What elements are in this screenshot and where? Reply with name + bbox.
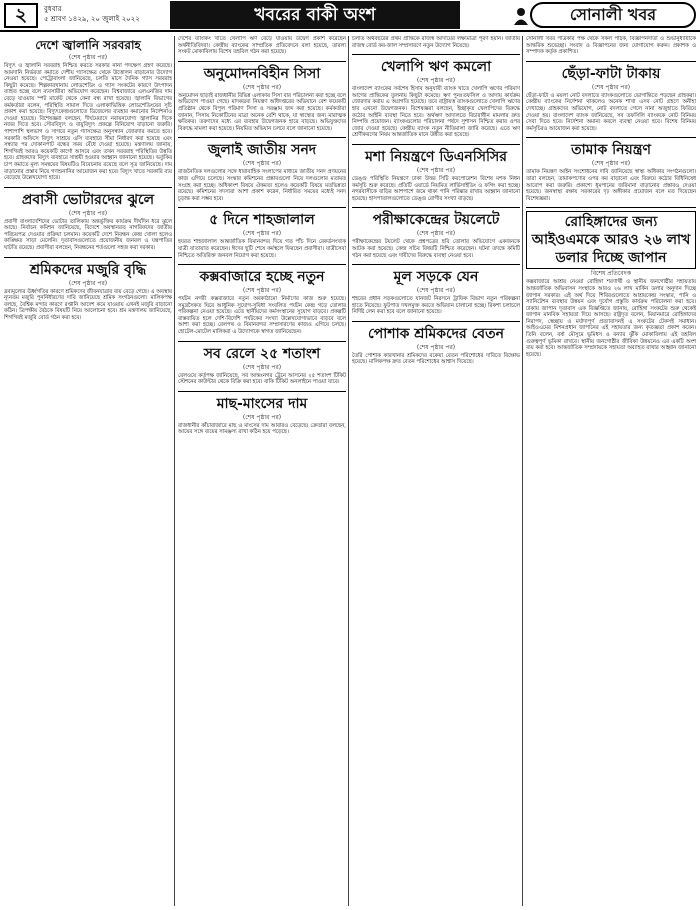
story-divider bbox=[526, 61, 696, 62]
story-divider bbox=[178, 391, 346, 392]
news-story bbox=[352, 58, 520, 139]
news-story bbox=[178, 65, 346, 133]
news-story bbox=[4, 261, 172, 322]
column-divider bbox=[174, 36, 175, 906]
weekday: বুধবার bbox=[44, 5, 62, 13]
story-body: কক্সবাজারে আশ্রয় নেওয়া রোহিঙ্গা শরণার্থী ও স্থানীয় জনগোষ্ঠীর সহায়তায় আন্তর্জাতিক অভিবাসন সংস্থাকে আরও ২৬ লাখ মার্কিন ডলার অনুদান দিচ্ছে জাপান সরকার। এই অর্থ দিয়ে শিবিরগুলোতে আশ্রয়কেন্দ্র সংস্কার, পানি ও স্যানিটেশন ব্যবস্থার উন্নয়ন এবং দুর্যোগ প্রস্তুতি কার্যক্রম পরিচালনা করা হবে। ঢাকায় জাপান দূতাবাস এক বিজ্ঞপ্তিতে জানায়, রোহিঙ্গা সংকটের শুরু থেকেই জাপান মানবিক সহায়তা দিয়ে আসছে। রাষ্ট্রদূত বলেন, মিয়ানমারে রোহিঙ্গাদের নিরাপদ, স্বেচ্ছায় ও মর্যাদাপূর্ণ প্রত্যাবাসনই এ সংকটের টেকসই সমাধান। আইওএমের মিশনপ্রধান জাপানের এই সহায়তার জন্য কৃতজ্ঞতা প্রকাশ করেন। তিনি বলেন, বর্ষা মৌসুমে ভূমিধস ও বন্যার ঝুঁকি মোকাবিলায় এই তহবিল গুরুত্বপূর্ণ ভূমিকা রাখবে। স্থানীয় জনগোষ্ঠীর জীবিকা উন্নয়নেও এর একটি অংশ ব্যয় করা হবে। আন্তর্জাতিক সম্প্রদায়কে সহায়তা অব্যাহত রাখার আহ্বান জানানো হয়েছে। bbox=[526, 279, 696, 358]
continued-label: (শেষ পৃষ্ঠার পর) bbox=[68, 209, 108, 217]
story-divider bbox=[4, 257, 172, 258]
story-body: প্রবাসী বাংলাদেশিদের ভোটার তালিকায় অন্তর্ভুক্তির কার্যক্রম দীর্ঘদিন ধরে ঝুলে আছে। নির্বাচন কমিশন জানিয়েছে, বিদেশে অবস্থানরত নাগরিকদের জাতীয় পরিচয়পত্র দেওয়ার প্রক্রিয়া চলমান। কয়েকটি দেশে নিবন্ধন কেন্দ্র খোলা হলেও কাঙ্ক্ষিত সাড়া মেলেনি। দূতাবাসগুলোতে প্রয়োজনীয় জনবল ও যন্ত্রপাতির ঘাটতি রয়েছে। প্রবাসীরা বলছেন, নিবন্ধনের শর্তগুলো সহজ করা দরকার। bbox=[4, 218, 172, 252]
story-body: সোনালী খবর পত্রিকার পক্ষ থেকে সকল পাঠক, বিজ্ঞাপনদাতা ও শুভানুধ্যায়ীকে আন্তরিক শুভেচ্ছা। সংবাদ ও বিজ্ঞাপনের জন্য যোগাযোগ করুন। প্রকাশক ও সম্পাদক কর্তৃক প্রকাশিত। bbox=[526, 36, 696, 56]
news-story bbox=[178, 36, 346, 56]
continued-label: (শেষ পৃষ্ঠার পর) bbox=[242, 83, 282, 91]
story-headline: জুলাই জাতীয় সনদ bbox=[207, 142, 317, 159]
news-story bbox=[178, 268, 346, 336]
story-headline: রোহিঙ্গাদের জন্য আইওএমকে আরও ২৬ লাখ ডলার দিচ্ছে জাপান bbox=[526, 211, 696, 269]
issue-date: ৫ শ্রাবণ ১৪২৯, ২০ জুলাই ২০২২ bbox=[44, 15, 140, 23]
story-divider bbox=[178, 264, 346, 265]
story-body: বাংলাদেশ ব্যাংকের সর্বশেষ হিসাব অনুযায়ী ব্যাংক খাতে খেলাপি ঋণের পরিমাণ আগের প্রান্তিকের তুলনায় কিছুটা কমেছে। ঋণ পুনঃতফসিল ও আদায় কার্যক্রম জোরদার করায় এ অগ্রগতি হয়েছে। তবে রাষ্ট্রায়ত্ত ব্যাংকগুলোতে খেলাপি ঋণের হার এখনো উদ্বেগজনক। বিশেষজ্ঞরা বলছেন, ইচ্ছাকৃত খেলাপিদের বিরুদ্ধে কঠোর আইনি ব্যবস্থা নিতে হবে। অর্থঋণ আদালতে বিচারাধীন মামলার দ্রুত নিষ্পত্তি প্রয়োজন। ব্যাংকগুলোর পরিচালনা পর্ষদে সুশাসন নিশ্চিত করার ওপর জোর দেওয়া হয়েছে। কেন্দ্রীয় ব্যাংক নতুন নীতিমালা জারি করেছে। এতে ঋণ শ্রেণীকরণের নিয়ম আন্তর্জাতিক মানে উন্নীত করা হয়েছে। bbox=[352, 86, 520, 139]
story-body: রাজধানীর কাঁচাবাজারে মাছ ও মাংসের দাম আবারও বেড়েছে। ক্রেতারা বলছেন, আয়ের সঙ্গে ব্যয়ের সামঞ্জস্য রাখা কঠিন হয়ে পড়েছে। bbox=[178, 422, 346, 436]
story-headline: অনুমোদনবিহীন সিসা bbox=[203, 65, 321, 82]
continued-label: (শেষ পৃষ্ঠার পর) bbox=[416, 77, 456, 85]
continued-label: (শেষ পৃষ্ঠার পর) bbox=[416, 230, 456, 238]
date-line bbox=[44, 4, 140, 24]
story-headline: খেলাপি ঋণ কমলো bbox=[380, 59, 492, 76]
continued-label: (শেষ পৃষ্ঠার পর) bbox=[68, 54, 108, 61]
news-story bbox=[352, 148, 520, 202]
story-body: দ্রব্যমূল্যের ঊর্ধ্বগতির কারণে শ্রমিকদের জীবনযাত্রার ব্যয় বেড়ে গেছে। এ অবস্থায় ন্যূনতম মজুরি পুনর্নির্ধারণের দাবি জানিয়েছে শ্রমিক সংগঠনগুলো। মালিকপক্ষ বলছে, বৈশ্বিক মন্দার কারণে রপ্তানি আদেশ কমে যাওয়ায় এখনই মজুরি বাড়ানো কঠিন। ত্রিপক্ষীয় বৈঠকে বিষয়টি নিয়ে আলোচনা হবে। শ্রম মন্ত্রণালয় জানিয়েছে, শিগগিরই মজুরি বোর্ড গঠন করা হবে। bbox=[4, 288, 172, 322]
story-headline: পরীক্ষাকেন্দ্রের টয়লেটে bbox=[372, 212, 500, 229]
section-title: খবরের বাকী অংশ bbox=[170, 1, 460, 29]
masthead bbox=[0, 0, 700, 32]
story-body: রেলওয়ে কর্তৃপক্ষ জানিয়েছে, সব আন্তঃনগর ট্রেনে আসনের ২৫ শতাংশ টিকিট স্টেশনের কাউন্টার থেকে বিক্রি করা হবে। বাকি টিকিট অনলাইনে পাওয়া যাবে। bbox=[178, 372, 346, 386]
continued-label: (শেষ পৃষ্ঠার পর) bbox=[416, 343, 456, 351]
story-headline: তামাক নিয়ন্ত্রণ bbox=[571, 142, 651, 159]
news-story bbox=[526, 65, 696, 133]
story-divider bbox=[4, 187, 172, 188]
person-silhouette-icon bbox=[514, 7, 528, 25]
story-body: অনুমোদন ছাড়াই রাজধানীর বিভিন্ন এলাকায় সিসা বার পরিচালনা করা হচ্ছে বলে অভিযোগ পাওয়া গেছে। মাদকদ্রব্য নিয়ন্ত্রণ অধিদপ্তরের অভিযানে বেশ কয়েকটি প্রতিষ্ঠান থেকে বিপুল পরিমাণ সিসা ও সরঞ্জাম জব্দ করা হয়েছে। কর্মকর্তারা জানান, সিসায় নিকোটিনের মাত্রা অনেক বেশি থাকে, যা স্বাস্থ্যের জন্য মারাত্মক ক্ষতিকর। তরুণদের মধ্যে এর ব্যবহার উদ্বেগজনক হারে বাড়ছে। অভিযুক্তদের বিরুদ্ধে মামলা করা হয়েছে। নিয়মিত অভিযান চলবে বলে জানানো হয়েছে। bbox=[178, 92, 346, 132]
story-divider bbox=[526, 137, 696, 138]
paper-logo: সোনালী খবর bbox=[530, 2, 696, 28]
story-headline: মশা নিয়ন্ত্রণে ডিএনসিসির bbox=[365, 148, 507, 165]
story-headline: শ্রমিকদের মজুরি বৃদ্ধি bbox=[29, 261, 147, 278]
column-3 bbox=[352, 36, 520, 906]
story-body: পরীক্ষাকেন্দ্রের টয়লেট থেকে প্রশ্নপত্রের ছবি তোলার অভিযোগে একজনকে আটক করা হয়েছে। কেন্দ্র সচিব বিষয়টি নিশ্চিত করেছেন। ঘটনা তদন্তে কমিটি গঠন করা হয়েছে এবং দায়ীদের বিরুদ্ধে ব্যবস্থা নেওয়া হবে। bbox=[352, 239, 520, 259]
continued-label: (শেষ পৃষ্ঠার পর) bbox=[242, 413, 282, 421]
story-divider bbox=[352, 264, 520, 265]
news-story bbox=[526, 211, 696, 358]
news-story bbox=[526, 36, 696, 56]
story-body: হযরত শাহজালাল আন্তর্জাতিক বিমানবন্দর দিয়ে গত পাঁচ দিনে রেকর্ডসংখ্যক যাত্রী যাতায়াত করেছেন। ঈদের ছুটি শেষে কর্মস্থলে ফিরছেন প্রবাসীরা। যাত্রীসেবা নিশ্চিতে অতিরিক্ত জনবল নিয়োগ করা হয়েছে। bbox=[178, 239, 346, 259]
story-divider bbox=[178, 61, 346, 62]
story-divider bbox=[352, 207, 520, 208]
continued-label: (শেষ পৃষ্ঠার পর) bbox=[242, 287, 282, 295]
continued-label: (শেষ পৃষ্ঠার পর) bbox=[416, 166, 456, 174]
story-body: ডেঙ্গু পরিস্থিতি নিয়ন্ত্রণে ঢাকা উত্তর সিটি করপোরেশন বিশেষ মশক নিধন কর্মসূচি শুরু করেছে। প্রতিটি ওয়ার্ডে নিয়মিত লার্ভিসাইডিং ও ফগিং করা হচ্ছে। নগরবাসীকে বাড়ির আশপাশে জমে থাকা পানি পরিষ্কার রাখার আহ্বান জানানো হয়েছে। হাসপাতালগুলোতে ডেঙ্গু রোগীর সংখ্যা বাড়ছে। bbox=[352, 175, 520, 202]
column-divider bbox=[522, 36, 523, 906]
column-1 bbox=[4, 36, 172, 906]
story-headline: ছেঁড়া-ফাটা টাকায় bbox=[561, 65, 661, 82]
story-divider bbox=[178, 137, 346, 138]
story-divider bbox=[352, 144, 520, 145]
continued-label: (শেষ পৃষ্ঠার পর) bbox=[416, 287, 456, 295]
continued-label: (শেষ পৃষ্ঠার পর) bbox=[591, 160, 631, 168]
continued-label: (শেষ পৃষ্ঠার পর) bbox=[591, 83, 631, 91]
story-body: দেশের ব্যাংকিং খাতে খেলাপি ঋণ বেড়ে যাওয়ায় উদ্বেগ প্রকাশ করেছেন অর্থনীতিবিদরা। কেন্দ্রীয় ব্যাংকের সাম্প্রতিক প্রতিবেদনে বলা হয়েছে, তারল্য সংকট মোকাবিলায় বিশেষ তহবিল গঠন করা হয়েছে। bbox=[178, 36, 346, 56]
column-divider bbox=[348, 36, 349, 906]
story-headline: কক্সবাজারে হচ্ছে নতুন bbox=[199, 269, 325, 286]
continued-label: (শেষ পৃষ্ঠার পর) bbox=[68, 279, 108, 287]
news-story bbox=[178, 141, 346, 202]
story-divider bbox=[526, 207, 696, 208]
story-headline: প্রবাসী ভোটারদের ঝুলে bbox=[21, 191, 155, 208]
story-divider bbox=[352, 321, 520, 322]
story-headline: সব রেলে ২৫ শতাংশ bbox=[203, 345, 321, 362]
news-story bbox=[352, 268, 520, 316]
story-headline: পোশাক শ্রমিকদের বেতন bbox=[368, 325, 504, 342]
story-body: পর্যটন নগরী কক্সবাজারে নতুন অবকাঠামো নির্মাণের কাজ শুরু হয়েছে। সমুদ্রসৈকত ঘিরে আধুনিক সুযোগ-সুবিধা সংবলিত পর্যটন কেন্দ্র গড়ে তোলার পরিকল্পনা নেওয়া হয়েছে। এতে স্থানীয়দের কর্মসংস্থানের সুযোগ বাড়বে। প্রকল্পটি বাস্তবায়িত হলে দেশি-বিদেশি পর্যটকের সংখ্যা উল্লেখযোগ্যভাবে বাড়বে বলে আশা করা হচ্ছে। রেলপথ ও বিমানবন্দর সম্প্রসারণের কাজও এগিয়ে চলছে। হোটেল-মোটেল মালিকরা এ উদ্যোগকে স্বাগত জানিয়েছেন। bbox=[178, 296, 346, 336]
story-divider bbox=[352, 54, 520, 55]
story-divider bbox=[178, 341, 346, 342]
continued-label: (শেষ পৃষ্ঠার পর) bbox=[242, 160, 282, 168]
story-divider bbox=[178, 207, 346, 208]
news-story bbox=[178, 211, 346, 259]
story-body: তামাক নিয়ন্ত্রণ আইন সংশোধনের দাবি জানিয়েছে স্বাস্থ্য অধিকার সংগঠনগুলো। তারা বলছেন, তামাকপণ্যের ওপর কর বাড়ানো এবং বিক্রয়ে কঠোর বিধিনিষেধ আরোপ করা জরুরি। প্রকাশ্যে ধূমপানের জরিমানা বাড়ানোর প্রস্তাবও দেওয়া হয়েছে। জনস্বাস্থ্য রক্ষায় সরকারের দৃঢ় অঙ্গীকার প্রয়োজন বলে মত দিয়েছেন বিশেষজ্ঞরা। bbox=[526, 169, 696, 202]
story-headline: মাছ-মাংসের দাম bbox=[216, 395, 308, 412]
page-number: ২ bbox=[4, 3, 38, 28]
news-story bbox=[352, 325, 520, 366]
story-body: চলতি অর্থবছরের প্রথম প্রান্তিকে রাজস্ব আদায়ের লক্ষ্যমাত্রা পূরণ হয়নি। জাতীয় রাজস্ব বোর্ড কর-জাল সম্প্রসারণে নতুন উদ্যোগ নিয়েছে। bbox=[352, 36, 520, 49]
news-story bbox=[526, 141, 696, 202]
story-body: তৈরি পোশাক কারখানার শ্রমিকদের বকেয়া বেতন পরিশোধের দাবিতে বিক্ষোভ হয়েছে। মালিকপক্ষ দ্রুত বেতন পরিশোধের আশ্বাস দিয়েছে। bbox=[352, 352, 520, 366]
news-story bbox=[178, 345, 346, 386]
story-headline: ৫ দিনে শাহজালাল bbox=[209, 212, 315, 229]
story-headline: মূল সড়কে যেন bbox=[393, 269, 479, 286]
story-body: ছেঁড়া-ফাটা ও ময়লা নোট বদলাতে ব্যাংকগুলোতে ভোগান্তিতে পড়ছেন গ্রাহকরা। কেন্দ্রীয় ব্যাংকের নির্দেশনা থাকলেও অনেক শাখা এসব নোট গ্রহণে অনীহা দেখাচ্ছে। গ্রাহকদের অভিযোগ, নোট বদলাতে গেলে নানা অজুহাতে ফিরিয়ে দেওয়া হয়। বাংলাদেশ ব্যাংক জানিয়েছে, সব তফসিলি ব্যাংককে নোট বিনিময় সেবা দিতে হবে। নির্দেশনা অমান্য করলে ব্যবস্থা নেওয়া হবে। বিশেষ বিনিময় কর্মসূচিরও আয়োজন করা হয়েছে। bbox=[526, 92, 696, 132]
news-story bbox=[178, 395, 346, 436]
continued-label: বিশেষ প্রতিবেদক bbox=[590, 270, 632, 278]
story-body: শহরের প্রধান সড়কগুলোতে যানজট নিরসনে ট্রাফিক বিভাগ নতুন পরিকল্পনা হাতে নিয়েছে। ফুটপাত দখলমুক্ত করতে অভিযান চালানো হচ্ছে। রিকশা চলাচলে নির্দিষ্ট লেন করা হবে বলে জানানো হয়েছে। bbox=[352, 296, 520, 316]
news-story bbox=[4, 191, 172, 252]
news-story bbox=[352, 36, 520, 49]
news-story bbox=[352, 211, 520, 259]
column-4 bbox=[526, 36, 696, 906]
continued-label: (শেষ পৃষ্ঠার পর) bbox=[242, 230, 282, 238]
news-story bbox=[4, 38, 172, 182]
continued-label: (শেষ পৃষ্ঠার পর) bbox=[242, 363, 282, 371]
story-headline: দেশে জ্বালানি সরবরাহ bbox=[35, 38, 141, 52]
story-body: বিদ্যুৎ ও জ্বালানি সরবরাহ নিশ্চিত করতে সরকার নানা পদক্ষেপ গ্রহণ করেছে। আমদানি নির্ভরতা কমাতে দেশীয় গ্যাসক্ষেত্র থেকে উত্তোলন বাড়ানোর উদ্যোগ নেওয়া হয়েছে। পেট্রোবাংলা জানিয়েছে, চলতি মাসে দৈনিক গ্যাস সরবরাহ কিছুটা কমেছে। শিল্পকারখানায় লোডশেডিং ও গ্যাস সংকটের কারণে উৎপাদন ব্যাহত হচ্ছে বলে ব্যবসায়ীরা অভিযোগ করেছেন। বিশ্ববাজারে এলএনজির দাম বেড়ে যাওয়ায় স্পট মার্কেট থেকে কেনা বন্ধ রাখা হয়েছে। জ্বালানি বিভাগের কর্মকর্তারা বলেন, পরিস্থিতি সামাল দিতে এলাকাভিত্তিক লোডশেডিংয়ের সূচি প্রকাশ করা হয়েছে। বিদ্যুৎকেন্দ্রগুলোতে ডিজেলের ব্যবহার কমানোর নির্দেশনাও দেওয়া হয়েছে। বিশেষজ্ঞরা বলছেন, দীর্ঘমেয়াদে নবায়নযোগ্য জ্বালানির দিকে নজর দিতে হবে। সৌরবিদ্যুৎ ও বায়ুবিদ্যুৎ প্রকল্পে বিনিয়োগ বাড়ানো জরুরি। পাশাপাশি স্থলভাগ ও সাগরে নতুন গ্যাসক্ষেত্র অনুসন্ধান জোরদার করতে হবে। সরকারি অফিসে বিদ্যুৎ সাশ্রয়ে এসি ব্যবহারে সীমা নির্ধারণ করা হয়েছে এবং সন্ধ্যার পর দোকানপাট বন্ধের সময় বেঁধে দেওয়া হয়েছে। মন্ত্রণালয় জানায়, শিগগিরই আরও কয়েকটি কার্গো আসবে এবং তখন সরবরাহ পরিস্থিতির উন্নতি হবে। গ্রাহকদের বিদ্যুৎ ব্যবহারে সাশ্রয়ী হওয়ার আহ্বান জানানো হয়েছে। ভর্তুকির চাপ কমাতে মূল্য সমন্বয়ের বিষয়টিও বিবেচনায় রয়েছে বলে সূত্র জানিয়েছে। দাম বাড়ানোর প্রস্তাব নিয়ে গণশুনানির আয়োজন করা হবে। বিদ্যুৎ খাতে সরকারি ব্যয় বেড়েছে উল্লেখযোগ্য হারে। bbox=[4, 63, 172, 182]
story-body: রাজনৈতিক দলগুলোর সঙ্গে ধারাবাহিক সংলাপের মাধ্যমে জাতীয় সনদ প্রণয়নের কাজ এগিয়ে চলেছে। সংস্কার কমিশনের প্রস্তাবগুলো নিয়ে দলগুলোর মতামত সংগ্রহ করা হচ্ছে। অধিকাংশ বিষয়ে ঐকমত্য হলেও কয়েকটি বিষয়ে মতভিন্নতা রয়েছে। কমিশনের সদস্যরা আশা প্রকাশ করেন, নির্ধারিত সময়ের মধ্যেই সনদ চূড়ান্ত করা সম্ভব হবে। bbox=[178, 169, 346, 202]
column-2 bbox=[178, 36, 346, 906]
